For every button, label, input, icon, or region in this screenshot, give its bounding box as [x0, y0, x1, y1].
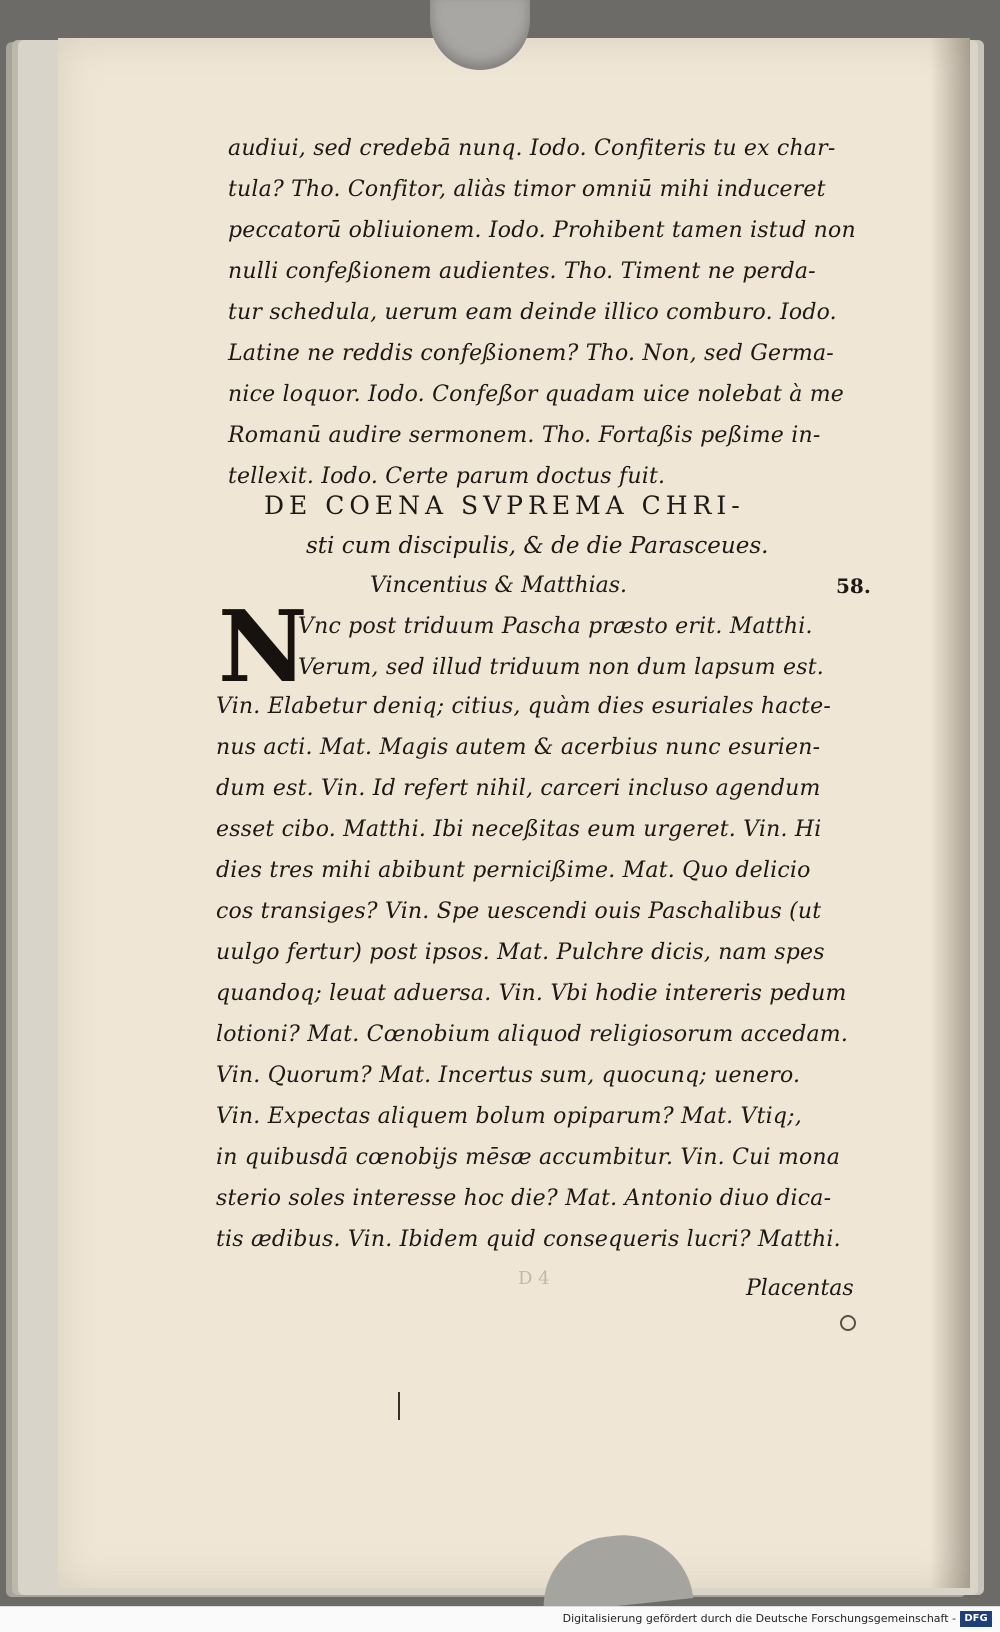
text-line: quandoq; leuat aduersa. Vin. Vbi hodie intereris pedum [216, 981, 847, 1006]
text-line: nulli confeßionem audientes. Tho. Timent ne perda- [228, 259, 816, 284]
footer-credit: Digitalisierung gefördert durch die Deutsche Forschungsgemeinschaft - [562, 1612, 956, 1625]
folio-number: 58. [836, 574, 871, 598]
text-line: Vin. Elabetur deniq; citius, quàm dies esuriales hacte- [216, 694, 832, 719]
footer-bar [0, 1606, 1000, 1632]
top-text-block [228, 128, 888, 497]
speakers-line: Vincentius & Matthias. [370, 573, 628, 598]
drop-capital: N [218, 590, 308, 705]
section-heading [264, 486, 824, 566]
text-line: sterio soles interesse hoc die? Mat. Antonio diuo dica- [216, 1186, 832, 1211]
body-text-block [216, 686, 878, 1260]
gutter-shadow [930, 38, 970, 1588]
dfg-logo[interactable]: DFG [960, 1611, 992, 1627]
text-line: tur schedula, uerum eam deinde illico comburo. Iodo. [228, 300, 837, 325]
text-line: in quibusdā cœnobijs mēsæ accumbitur. Vin. Cui mona [216, 1145, 841, 1170]
text-line: Latine ne reddis confeßionem? Tho. Non, sed Germa- [228, 341, 834, 366]
text-line: cos transiges? Vin. Spe uescendi ouis Paschalibus (ut [216, 899, 822, 924]
heading-line-2: sti cum discipulis, & de die Parasceues. [306, 533, 769, 559]
text-line: tula? Tho. Confitor, aliàs timor omniū mihi induceret [228, 177, 826, 202]
signature-mark: D 4 [518, 1268, 550, 1289]
page-mark-tick [398, 1392, 400, 1420]
text-line: audiui, sed credebā nunq. Iodo. Confiteris tu ex char- [228, 136, 836, 161]
text-line: Vin. Quorum? Mat. Incertus sum, quocunq; uenero. [216, 1063, 801, 1088]
text-line: nus acti. Mat. Magis autem & acerbius nunc esurien- [216, 735, 821, 760]
text-line: Vin. Expectas aliquem bolum opiparum? Mat. Vtiq;, [216, 1104, 802, 1129]
text-line: lotioni? Mat. Cœnobium aliquod religiosorum accedam. [216, 1022, 849, 1047]
page-mark-dot [840, 1315, 856, 1331]
text-line: dies tres mihi abibunt pernicißime. Mat. Quo delicio [216, 858, 811, 883]
text-line: tis ædibus. Vin. Ibidem quid consequeris lucri? Matthi. [216, 1227, 841, 1252]
catchword: Placentas [746, 1276, 854, 1301]
text-line: peccatorū obliuionem. Iodo. Prohibent tamen istud non [228, 218, 856, 243]
text-line: tellexit. Iodo. Certe parum doctus fuit. [228, 464, 666, 489]
text-line: Romanū audire sermonem. Tho. Fortaßis peßime in- [228, 423, 821, 448]
text-line: Verum, sed illud triduum non dum lapsum est. [298, 655, 825, 680]
text-line: dum est. Vin. Id refert nihil, carceri incluso agendum [216, 776, 821, 801]
heading-line-1: DE COENA SVPREMA CHRI- [264, 491, 745, 520]
text-line: Vnc post triduum Pascha præsto erit. Matthi. [298, 614, 813, 639]
body-first-lines [298, 606, 878, 688]
text-line: esset cibo. Matthi. Ibi neceßitas eum urgeret. Vin. Hi [216, 817, 822, 842]
text-line: uulgo fertur) post ipsos. Mat. Pulchre dicis, nam spes [216, 940, 825, 965]
text-line: nice loquor. Iodo. Confeßor quadam uice nolebat à me [228, 382, 844, 407]
